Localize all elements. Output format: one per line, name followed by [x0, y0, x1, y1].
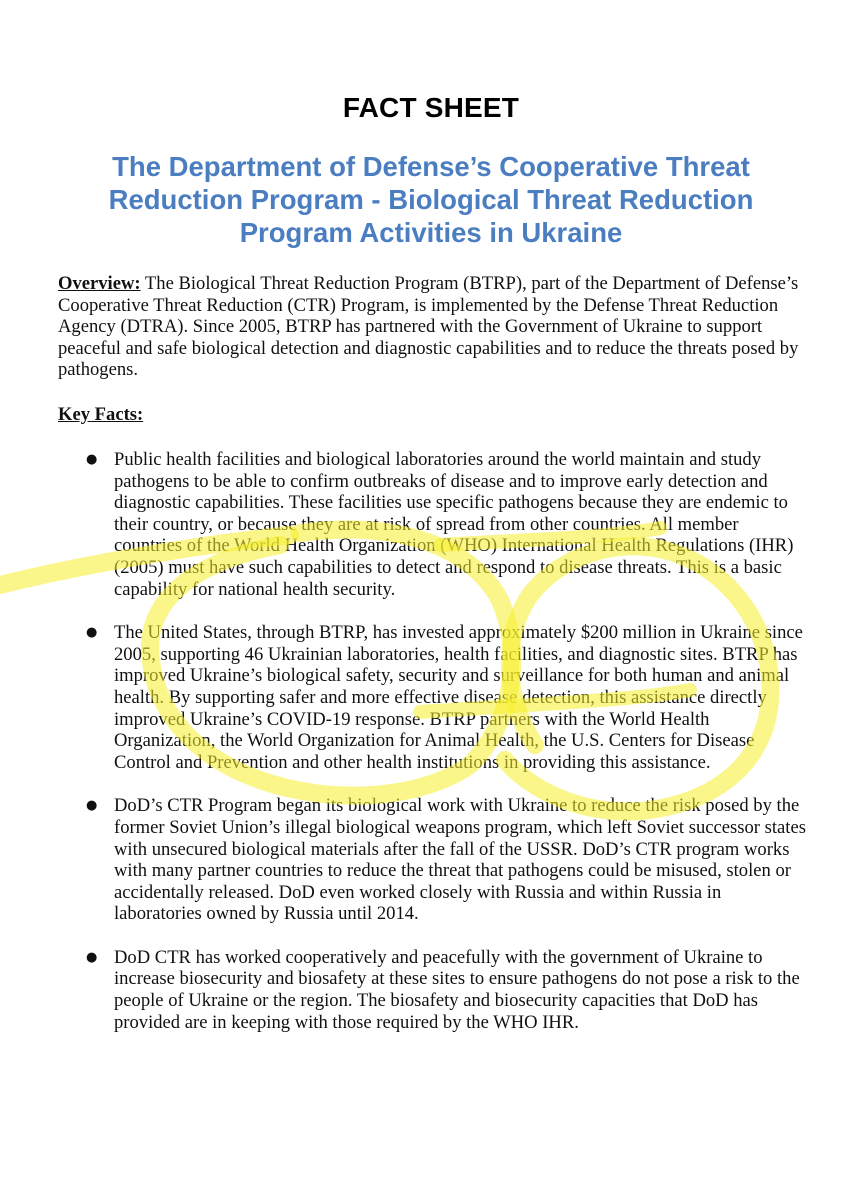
bullet-icon: ●: [86, 625, 98, 641]
overview-text: The Biological Threat Reduction Program (BTRP), part of the Department of Defense’s Cooperative Threat Reduction (CTR) Program, is implemented by the Defense Threat Reduction Agency (DTRA). Since 2005, BTRP has partnered with the Government of Ukraine to support peaceful and safe biological detection and diagnostic capabilities and to reduce the threats posed by pathogens.: [58, 273, 799, 381]
fact-text: DoD CTR has worked cooperatively and peacefully with the government of Ukraine to increase biosecurity and biosafety at these sites to ensure pathogens do not pose a risk to the people of Ukraine or the region. The biosafety and biosecurity capacities that DoD has provided are in keeping with those required by the WHO IHR.: [114, 946, 800, 1033]
key-facts-label: Key Facts:: [58, 404, 144, 425]
fact-text: DoD’s CTR Program began its biological work with Ukraine to reduce the risk posed by the former Soviet Union’s illegal biological weapons program, which left Soviet successor states with unsecured biological materials after the fall of the USSR. DoD’s CTR program works with many partner countries to reduce the threat that pathogens could be misused, stolen or accidentally released. DoD even worked closely with Russia and within Russia in laboratories owned by Russia until 2014.: [114, 795, 806, 925]
document-title: The Department of Defense’s Cooperative Threat Reduction Program - Biological Threat Reduction Program Activities in Ukraine: [108, 151, 754, 248]
document-heading: FACT SHEET: [342, 92, 520, 123]
overview-label: Overview:: [58, 273, 141, 294]
fact-item-2: [58, 622, 808, 773]
key-facts-list: [58, 449, 808, 1055]
fact-text: Public health facilities and biological laboratories around the world maintain and study pathogens to be able to confirm outbreaks of disease and to improve early detection and diagnostic capabilities. These facilities use specific pathogens because they are endemic to their country, or because they are at risk of spread from other countries. All member countries of the World Health Organization (WHO) International Health Regulations (IHR) (2005) must have such capabilities to detect and respond to disease threats. This is a basic capability for national health security.: [114, 449, 794, 600]
fact-item-1: [58, 449, 808, 600]
fact-item-4: [58, 947, 808, 1033]
fact-item-3: [58, 795, 808, 925]
bullet-icon: ●: [86, 949, 98, 965]
fact-text: The United States, through BTRP, has invested approximately $200 million in Ukraine since 2005, supporting 46 Ukrainian laboratories, health facilities, and diagnostic sites. BTRP has improved Ukraine’s biological safety, security and surveillance for both human and animal health. By supporting safer and more effective disease detection, this assistance directly improved Ukraine’s COVID-19 response. BTRP partners with the World Health Organization, the World Organization for Animal Health, the U.S. Centers for Disease Control and Prevention and other health institutions in providing this assistance.: [114, 622, 803, 773]
bullet-icon: ●: [86, 452, 98, 467]
bullet-icon: ●: [86, 798, 98, 814]
overview-paragraph: [58, 273, 808, 381]
